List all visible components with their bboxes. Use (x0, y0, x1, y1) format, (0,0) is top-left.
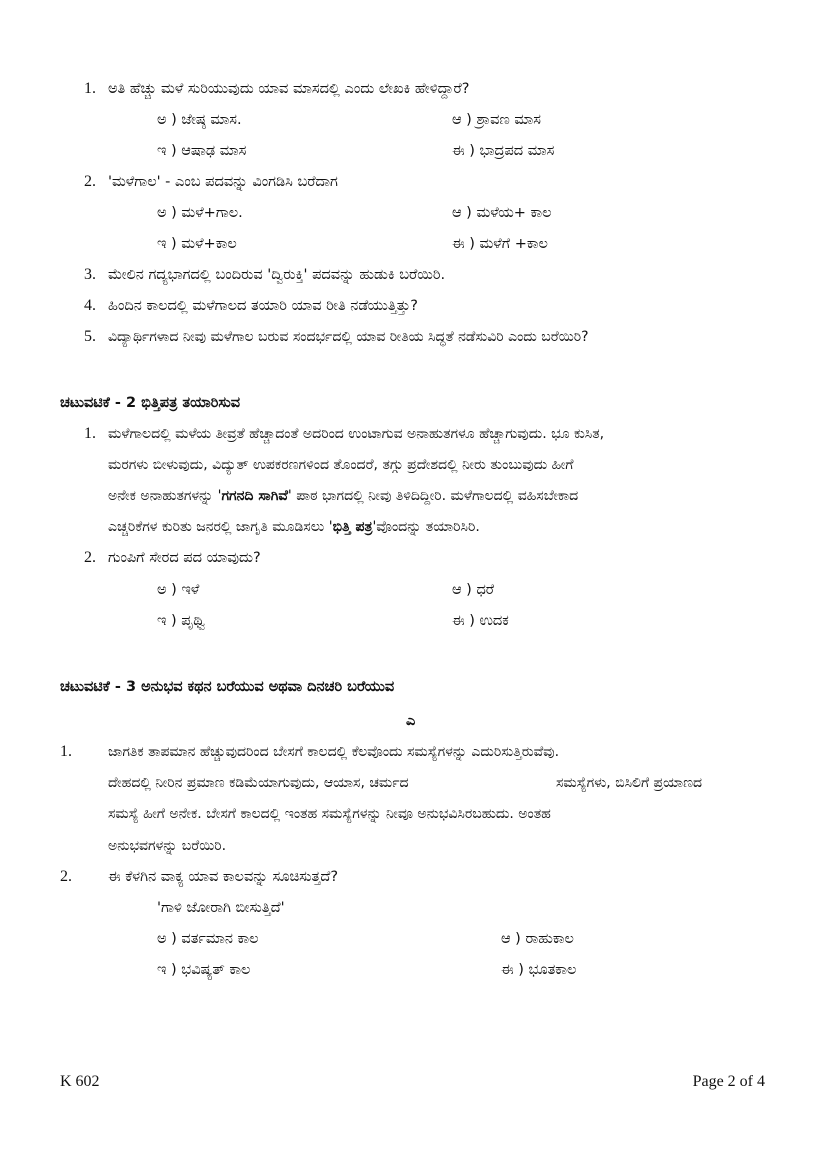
a3-q1-line2a: ದೇಹದಲ್ಲಿ ನೀರಿನ ಪ್ರಮಾಣ ಕಡಿಮೆಯಾಗುವುದು, ಆಯಾಸ, ಚರ್ಮದ (108, 775, 409, 791)
a3-q1-line4: ಅನುಭವಗಳನ್ನು ಬರೆಯಿರಿ. (108, 838, 227, 854)
q5-text: ವಿದ್ಯಾರ್ಥಿಗಳಾದ ನೀವು ಮಳೆಗಾಲ ಬರುವ ಸಂದರ್ಭದಲ್ಲಿ ಯಾವ ರೀತಿಯ ಸಿದ್ಧತೆ ನಡೆಸುವಿರಿ ಎಂದು ಬರೆಯಿರಿ? (108, 329, 589, 345)
a2-q2-option-d: ಈ ) ಉದಕ (452, 613, 509, 629)
q1-text: ಅತಿ ಹೆಚ್ಚು ಮಳೆ ಸುರಿಯುವುದು ಯಾವ ಮಾಸದಲ್ಲಿ ಎಂದು ಲೇಖಕಿ ಹೇಳಿದ್ದಾರೆ? (108, 81, 470, 97)
q1-option-d: ಈ ) ಭಾದ್ರಪದ ಮಾಸ (452, 143, 555, 159)
q2-option-a: ಅ ) ಮಳೆ+ಗಾಲ. (157, 205, 243, 221)
q3-text: ಮೇಲಿನ ಗದ್ಯಭಾಗದಲ್ಲಿ ಬಂದಿರುವ 'ದ್ವಿರುಕ್ತಿ' ಪದವನ್ನು ಹುಡುಕಿ ಬರೆಯಿರಿ. (108, 267, 446, 283)
paper-code: K 602 (60, 1073, 100, 1090)
activity-3-heading: ಚಟುವಟಿಕೆ - 3 ಅನುಭವ ಕಥನ ಬರೆಯುವ ಅಥವಾ ದಿನಚರಿ ಬರೆಯುವ (60, 679, 395, 695)
a3-q1-line2b: ಸಮಸ್ಯೆಗಳು, ಬಿಸಿಲಿಗೆ ಪ್ರಯಾಣದ (556, 775, 703, 791)
q4-text: ಹಿಂದಿನ ಕಾಲದಲ್ಲಿ ಮಳೆಗಾಲದ ತಯಾರಿ ಯಾವ ರೀತಿ ನಡೆಯುತ್ತಿತ್ತು? (108, 298, 418, 314)
a2-q2-number: 2. (84, 549, 96, 566)
a3-q2-text: ಈ ಕೆಳಗಿನ ವಾಕ್ಯ ಯಾವ ಕಾಲವನ್ನು ಸೂಚಿಸುತ್ತದೆ? (108, 869, 339, 885)
page-number: Page 2 of 4 (692, 1073, 765, 1090)
a2-q2-option-b: ಆ ) ಧರೆ (452, 582, 495, 598)
q1-number: 1. (84, 80, 96, 97)
a2-q2-text: ಗುಂಪಿಗೆ ಸೇರದ ಪದ ಯಾವುದು? (108, 550, 261, 566)
activity-2-heading: ಚಟುವಟಿಕೆ - 2 ಭಿತ್ತಿಪತ್ರ ತಯಾರಿಸುವ (60, 395, 241, 411)
a3-q2-option-b: ಆ ) ರಾಹುಕಾಲ (501, 931, 574, 947)
a3-q2-number: 2. (60, 868, 72, 885)
a3-q1-line1: ಜಾಗತಿಕ ತಾಪಮಾನ ಹೆಚ್ಚುವುದರಿಂದ ಬೇಸಗೆ ಕಾಲದಲ್ಲಿ ಕೆಲವೊಂದು ಸಮಸ್ಯೆಗಳನ್ನು ಎದುರಿಸುತ್ತಿರುವೆವು. (108, 744, 560, 760)
lesson-title: ಗಗನದಿ ಸಾಗಿವೆ (221, 488, 288, 504)
a2-q1-line4: ಎಚ್ಚರಿಕೆಗಳ ಕುರಿತು ಜನರಲ್ಲಿ ಜಾಗೃತಿ ಮೂಡಿಸಲು 'ಭಿತ್ತಿ ಪತ್ರ'ವೊಂದನ್ನು ತಯಾರಿಸಿರಿ. (108, 519, 480, 535)
a3-q2-option-a: ಅ ) ವರ್ತಮಾನ ಕಾಲ (157, 931, 259, 947)
q2-option-c: ಇ ) ಮಳೆ+ಕಾಲ (157, 236, 237, 252)
q5-number: 5. (84, 328, 96, 345)
a3-q2-quote: 'ಗಾಳಿ ಜೋರಾಗಿ ಬೀಸುತ್ತಿದೆ' (157, 900, 285, 916)
a2-q1-line1: ಮಳೆಗಾಲದಲ್ಲಿ ಮಳೆಯ ತೀವ್ರತೆ ಹೆಚ್ಚಾದಂತೆ ಅದರಿಂದ ಉಂಟಾಗುವ ಅನಾಹುತಗಳೂ ಹೆಚ್ಚಾಗುವುದು. ಭೂ ಕುಸಿತ, (108, 426, 605, 442)
q2-number: 2. (84, 173, 96, 190)
a2-q2-option-c: ಇ ) ಪೃಥ್ವಿ (157, 613, 206, 629)
q3-number: 3. (84, 266, 96, 283)
a2-q1-line3: ಅನೇಕ ಅನಾಹುತಗಳನ್ನು 'ಗಗನದಿ ಸಾಗಿವೆ' ಪಾಠ ಭಾಗದಲ್ಲಿ ನೀವು ತಿಳಿದಿದ್ದೀರಿ. ಮಳೆಗಾಲದಲ್ಲಿ ವಹಿಸಬೇಕಾದ (108, 488, 579, 504)
activity-3-subheading: ಎ (406, 713, 416, 729)
q2-option-d: ಈ ) ಮಳೆಗೆ +ಕಾಲ (452, 236, 548, 252)
a2-q1-number: 1. (84, 425, 96, 442)
a2-q2-option-a: ಅ ) ಇಳೆ (157, 582, 200, 598)
q4-number: 4. (84, 297, 96, 314)
a3-q2-option-d: ಈ ) ಭೂತಕಾಲ (501, 962, 577, 978)
q1-option-a: ಅ ) ಜೇಷ್ಠ ಮಾಸ. (157, 112, 242, 128)
a3-q1-number: 1. (60, 743, 72, 760)
a2-q1-line2: ಮರಗಳು ಬೀಳುವುದು, ವಿದ್ಯುತ್ ಉಪಕರಣಗಳಿಂದ ತೊಂದರೆ, ತಗ್ಗು ಪ್ರದೇಶದಲ್ಲಿ ನೀರು ತುಂಬುವುದು ಹೀಗೆ (108, 457, 574, 473)
a3-q1-line3: ಸಮಸ್ಯೆ ಹೀಗೆ ಅನೇಕ. ಬೇಸಗೆ ಕಾಲದಲ್ಲಿ ಇಂತಹ ಸಮಸ್ಯೆಗಳನ್ನು ನೀವೂ ಅನುಭವಿಸಿರಬಹುದು. ಅಂತಹ (108, 806, 551, 822)
q1-option-c: ಇ ) ಆಷಾಢ ಮಾಸ (157, 143, 247, 159)
a3-q2-option-c: ಇ ) ಭವಿಷ್ಯತ್ ಕಾಲ (157, 962, 251, 978)
q2-text: 'ಮಳೆಗಾಲ' - ಎಂಬ ಪದವನ್ನು ವಿಂಗಡಿಸಿ ಬರೆದಾಗ (108, 174, 338, 190)
poster-term: ಭಿತ್ತಿ ಪತ್ರ (332, 519, 373, 535)
q2-option-b: ಆ ) ಮಳೆಯ+ ಕಾಲ (452, 205, 552, 221)
q1-option-b: ಆ ) ಶ್ರಾವಣ ಮಾಸ (452, 112, 541, 128)
